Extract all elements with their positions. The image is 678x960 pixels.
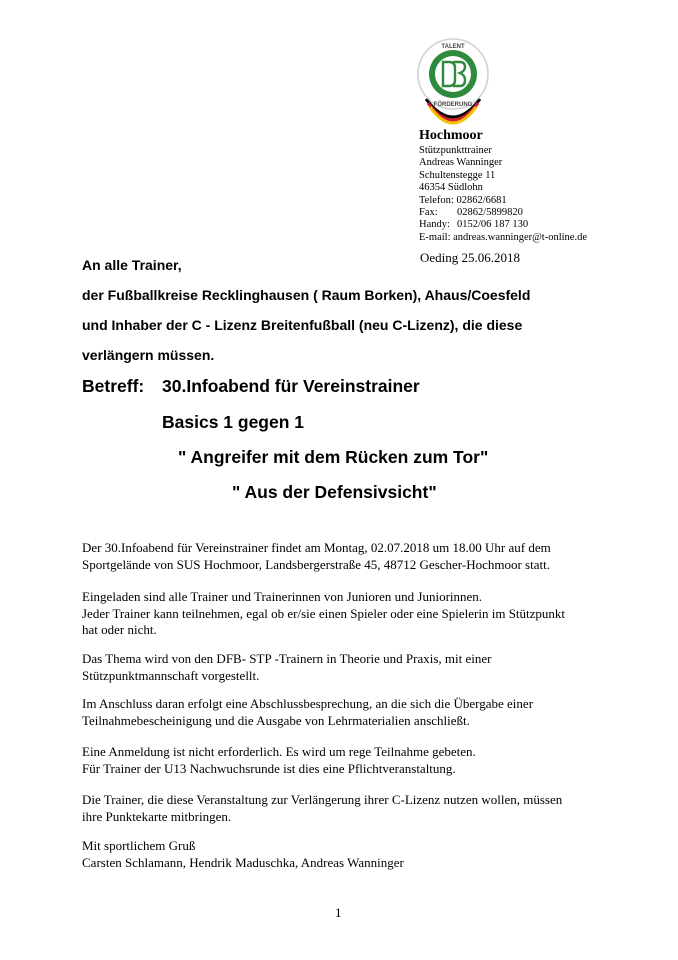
addressee-line: An alle Trainer, (82, 257, 182, 273)
addressee-line: der Fußballkreise Recklinghausen ( Raum Borken), Ahaus/Coesfeld (82, 287, 531, 303)
fax-number: 02862/5899820 (457, 207, 523, 219)
body-line: Eine Anmeldung ist nicht erforderlich. Es wird um rege Teilnahme gebeten. (82, 744, 476, 759)
sender-name: Andreas Wanninger (419, 157, 503, 169)
body-line: Teilnahmebescheinigung und die Ausgabe von Lehrmaterialien anschließt. (82, 712, 470, 728)
body-paragraph (82, 589, 622, 639)
body-line: Der 30.Infoabend für Vereinstrainer findet am Montag, 02.07.2018 um 18.00 Uhr auf dem (82, 540, 551, 555)
sender-city: 46354 Südlohn (419, 182, 483, 194)
body-line: hat oder nicht. (82, 622, 157, 637)
closing-signatures: Carsten Schlamann, Hendrik Maduschka, Andreas Wanninger (82, 854, 404, 870)
subject-line-1: 30.Infoabend für Vereinstrainer (162, 376, 420, 396)
sender-fax (419, 207, 587, 219)
logo-top-text: TALENT (441, 44, 465, 50)
addressee-line: und Inhaber der C - Lizenz Breitenfußball (neu C-Lizenz), die diese (82, 317, 523, 333)
logo-bottom-text: FÖRDERUNG (433, 102, 473, 108)
date-line: Oeding 25.06.2018 (420, 250, 521, 265)
body-line: Jeder Trainer kann teilnehmen, egal ob er/sie einen Spieler oder eine Spielerin im Stützpunkt (82, 605, 566, 621)
closing (82, 838, 622, 871)
subject-label: Betreff: (82, 376, 145, 396)
sender-street: Schultenstegge 11 (419, 169, 496, 181)
body-line: Das Thema wird von den DFB- STP -Trainern in Theorie und Praxis, mit einer (82, 651, 492, 666)
body-paragraph (82, 696, 622, 729)
sender-phone: Telefon: 02862/6681 (419, 194, 507, 206)
page-number: 1 (335, 905, 342, 920)
body-line: ihre Punktekarte mitbringen. (82, 808, 232, 824)
body-paragraph (82, 540, 622, 573)
sender-role: Stützpunkttrainer (419, 145, 492, 156)
body-line: Sportgelände von SUS Hochmoor, Landsbergerstraße 45, 48712 Gescher-Hochmoor statt. (82, 556, 550, 572)
fax-label: Fax: (419, 207, 438, 219)
body-line: Die Trainer, die diese Veranstaltung zur Verlängerung ihrer C-Lizenz nutzen wollen, müssen (82, 792, 563, 807)
body-paragraph (82, 651, 622, 684)
dfb-talentfoerderung-logo (416, 37, 490, 125)
mobile-label: Handy: (419, 219, 450, 231)
body-line: Eingeladen sind alle Trainer und Trainerinnen von Junioren und Juniorinnen. (82, 589, 483, 604)
addressee-line: verlängern müssen. (82, 347, 215, 363)
body-paragraph (82, 792, 622, 825)
body-paragraph (82, 744, 622, 777)
closing-greeting: Mit sportlichem Gruß (82, 838, 196, 853)
body-line: Für Trainer der U13 Nachwuchsrunde ist dies eine Pflichtveranstaltung. (82, 760, 456, 776)
body-line: Stützpunktmannschaft vorgestellt. (82, 667, 260, 683)
sender-block (419, 128, 587, 244)
subject-line-4: " Aus der Defensivsicht" (232, 482, 437, 502)
sender-mobile (419, 219, 587, 231)
sender-org: Hochmoor (419, 128, 483, 143)
subject-line-2: Basics 1 gegen 1 (162, 412, 305, 432)
subject-line-3: " Angreifer mit dem Rücken zum Tor" (178, 447, 489, 467)
sender-email: E-mail: andreas.wanninger@t-online.de (419, 231, 587, 243)
mobile-number: 0152/06 187 130 (457, 219, 529, 231)
body-line: Im Anschluss daran erfolgt eine Abschlussbesprechung, an die sich die Übergabe einer (82, 696, 534, 711)
